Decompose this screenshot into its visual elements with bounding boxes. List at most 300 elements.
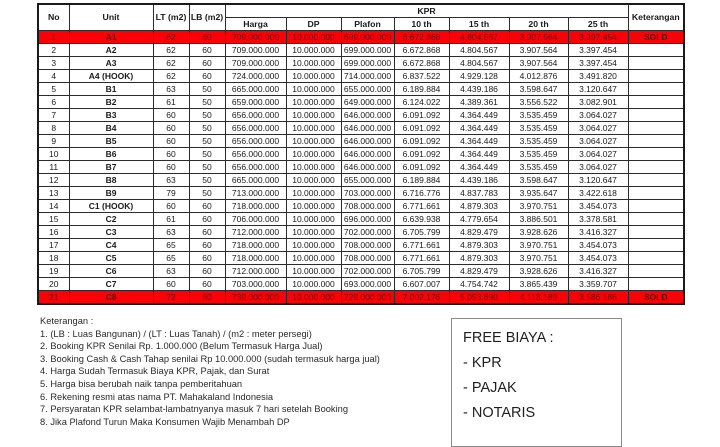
table-row — [38, 187, 684, 200]
cell-kpr-15th: 4.829.479 — [449, 265, 509, 278]
table-row — [38, 252, 684, 265]
cell-no: 17 — [38, 239, 69, 252]
cell-lt: 60 — [153, 200, 189, 213]
cell-kpr-25th: 3.586.186 — [568, 291, 628, 305]
cell-no: 7 — [38, 109, 69, 122]
cell-harga: 665.000.000 — [225, 83, 286, 96]
cell-no: 13 — [38, 187, 69, 200]
cell-kpr-15th: 4.439.186 — [449, 174, 509, 187]
cell-dp: 10.000.000 — [286, 122, 341, 135]
note-line: 1. (LB : Luas Bangunan) / (LT : Luas Tanah) / (m2 : meter persegi) — [40, 328, 312, 339]
header-no: No — [38, 4, 69, 31]
cell-lt: 63 — [153, 83, 189, 96]
cell-kpr-10th: 6.837.522 — [394, 70, 449, 83]
cell-kpr-15th: 4.837.783 — [449, 187, 509, 200]
cell-kpr-20th: 3.907.564 — [509, 57, 568, 70]
header-kpr-15th: 15 th — [449, 18, 509, 31]
cell-kpr-10th: 6.091.092 — [394, 148, 449, 161]
table-row — [38, 226, 684, 239]
cell-kpr-20th: 3.535.459 — [509, 122, 568, 135]
cell-no: 21 — [38, 291, 69, 305]
cell-kpr-20th: 3.535.459 — [509, 135, 568, 148]
cell-harga: 709.000.000 — [225, 57, 286, 70]
cell-keterangan — [628, 44, 684, 57]
cell-dp: 10.000.000 — [286, 187, 341, 200]
cell-lt: 72 — [153, 291, 189, 305]
cell-kpr-10th: 6.771.661 — [394, 200, 449, 213]
cell-harga: 659.000.000 — [225, 96, 286, 109]
cell-kpr-15th: 4.804.567 — [449, 31, 509, 44]
cell-no: 5 — [38, 83, 69, 96]
cell-kpr-20th: 3.970.751 — [509, 239, 568, 252]
table-row — [38, 96, 684, 109]
cell-lt: 60 — [153, 109, 189, 122]
cell-plafon: 646.000.000 — [341, 109, 394, 122]
cell-dp: 10.000.000 — [286, 174, 341, 187]
cell-unit: B7 — [69, 161, 153, 174]
table-header — [38, 4, 684, 31]
cell-dp: 10.000.000 — [286, 135, 341, 148]
cell-unit: B4 — [69, 122, 153, 135]
cell-no: 19 — [38, 265, 69, 278]
cell-lt: 62 — [153, 44, 189, 57]
cell-kpr-10th: 6.672.868 — [394, 57, 449, 70]
cell-kpr-25th: 3.064.027 — [568, 148, 628, 161]
cell-kpr-25th: 3.454.073 — [568, 252, 628, 265]
cell-unit: B1 — [69, 83, 153, 96]
cell-unit: C8 — [69, 291, 153, 305]
note-line: 5. Harga bisa berubah naik tanpa pemberitahuan — [40, 378, 243, 389]
cell-keterangan — [628, 187, 684, 200]
cell-no: 15 — [38, 213, 69, 226]
cell-kpr-25th: 3.397.454 — [568, 44, 628, 57]
note-line: 2. Booking KPR Senilai Rp. 1.000.000 (Belum Termasuk Harga Jual) — [40, 341, 323, 352]
cell-lt: 61 — [153, 213, 189, 226]
cell-kpr-10th: 6.771.661 — [394, 252, 449, 265]
cell-no: 1 — [38, 31, 69, 44]
cell-plafon: 708.000.000 — [341, 252, 394, 265]
cell-kpr-15th: 5.053.690 — [449, 291, 509, 305]
cell-lb: 50 — [189, 109, 225, 122]
cell-dp: 10.000.000 — [286, 148, 341, 161]
cell-harga: 739.000.000 — [225, 291, 286, 305]
table-row — [38, 109, 684, 122]
cell-kpr-15th: 4.364.449 — [449, 109, 509, 122]
cell-no: 14 — [38, 200, 69, 213]
cell-keterangan — [628, 109, 684, 122]
free-biaya-item: - PAJAK — [463, 380, 517, 396]
cell-harga: 656.000.000 — [225, 135, 286, 148]
cell-lt: 65 — [153, 239, 189, 252]
cell-lt: 60 — [153, 278, 189, 291]
cell-kpr-15th: 4.364.449 — [449, 161, 509, 174]
cell-kpr-10th: 6.091.092 — [394, 122, 449, 135]
cell-keterangan — [628, 83, 684, 96]
cell-harga: 656.000.000 — [225, 161, 286, 174]
cell-harga: 709.000.000 — [225, 44, 286, 57]
cell-no: 3 — [38, 57, 69, 70]
cell-kpr-25th: 3.064.027 — [568, 161, 628, 174]
table-row — [38, 122, 684, 135]
header-kpr-25th: 25 th — [568, 18, 628, 31]
cell-kpr-15th: 4.879.303 — [449, 239, 509, 252]
cell-harga: 713.000.000 — [225, 187, 286, 200]
cell-kpr-15th: 4.804.567 — [449, 57, 509, 70]
cell-plafon: 693.000.000 — [341, 278, 394, 291]
cell-dp: 10.000.000 — [286, 226, 341, 239]
cell-dp: 10.000.000 — [286, 265, 341, 278]
cell-keterangan: SOLD — [628, 31, 684, 44]
cell-kpr-20th: 3.907.564 — [509, 31, 568, 44]
cell-kpr-15th: 4.439.186 — [449, 83, 509, 96]
cell-keterangan — [628, 70, 684, 83]
cell-lb: 50 — [189, 148, 225, 161]
cell-kpr-10th: 6.705.799 — [394, 226, 449, 239]
cell-unit: B6 — [69, 148, 153, 161]
cell-lt: 62 — [153, 57, 189, 70]
cell-kpr-10th: 6.189.884 — [394, 83, 449, 96]
cell-lb: 50 — [189, 135, 225, 148]
cell-lt: 60 — [153, 135, 189, 148]
cell-harga: 712.000.000 — [225, 226, 286, 239]
cell-keterangan — [628, 148, 684, 161]
cell-kpr-25th: 3.120.647 — [568, 83, 628, 96]
cell-lb: 60 — [189, 226, 225, 239]
cell-no: 8 — [38, 122, 69, 135]
cell-dp: 10.000.000 — [286, 31, 341, 44]
cell-lt: 62 — [153, 70, 189, 83]
header-harga: Harga — [225, 18, 286, 31]
cell-plafon: 646.000.000 — [341, 161, 394, 174]
table-row — [38, 239, 684, 252]
cell-keterangan — [628, 96, 684, 109]
cell-kpr-20th: 3.970.751 — [509, 200, 568, 213]
cell-lb: 60 — [189, 57, 225, 70]
cell-no: 9 — [38, 135, 69, 148]
header-lb: LB (m2) — [189, 4, 225, 31]
cell-kpr-15th: 4.389.361 — [449, 96, 509, 109]
header-lt: LT (m2) — [153, 4, 189, 31]
cell-kpr-25th: 3.082.901 — [568, 96, 628, 109]
note-line: 3. Booking Cash & Cash Tahap senilai Rp 10.000.000 (sudah termasuk harga jual) — [40, 353, 380, 364]
cell-lb: 60 — [189, 200, 225, 213]
cell-kpr-20th: 3.865.439 — [509, 278, 568, 291]
cell-harga: 656.000.000 — [225, 122, 286, 135]
cell-harga: 709.000.000 — [225, 31, 286, 44]
cell-kpr-20th: 3.886.501 — [509, 213, 568, 226]
cell-plafon: 699.000.000 — [341, 44, 394, 57]
cell-no: 16 — [38, 226, 69, 239]
cell-harga: 656.000.000 — [225, 109, 286, 122]
cell-kpr-10th: 6.672.868 — [394, 31, 449, 44]
cell-kpr-20th: 3.535.459 — [509, 109, 568, 122]
table-row — [38, 135, 684, 148]
table-row — [38, 278, 684, 291]
cell-kpr-20th: 3.535.459 — [509, 161, 568, 174]
cell-keterangan — [628, 213, 684, 226]
header-unit: Unit — [69, 4, 153, 31]
header-keterangan: Keterangan — [628, 4, 684, 31]
cell-lb: 60 — [189, 213, 225, 226]
cell-dp: 10.000.000 — [286, 161, 341, 174]
cell-keterangan — [628, 252, 684, 265]
cell-kpr-10th: 6.189.884 — [394, 174, 449, 187]
cell-harga: 712.000.000 — [225, 265, 286, 278]
cell-dp: 10.000.000 — [286, 291, 341, 305]
cell-keterangan: SOLD — [628, 291, 684, 305]
free-biaya-box — [451, 318, 622, 447]
header-kpr-10th: 10 th — [394, 18, 449, 31]
cell-kpr-20th: 3.970.751 — [509, 252, 568, 265]
cell-plafon: 708.000.000 — [341, 200, 394, 213]
cell-kpr-20th: 3.598.647 — [509, 174, 568, 187]
cell-keterangan — [628, 200, 684, 213]
table-row — [38, 70, 684, 83]
cell-no: 6 — [38, 96, 69, 109]
cell-unit: B5 — [69, 135, 153, 148]
cell-unit: A3 — [69, 57, 153, 70]
cell-kpr-20th: 3.928.626 — [509, 226, 568, 239]
cell-unit: A2 — [69, 44, 153, 57]
cell-lt: 61 — [153, 96, 189, 109]
cell-harga: 724.000.000 — [225, 70, 286, 83]
cell-keterangan — [628, 278, 684, 291]
cell-unit: B8 — [69, 174, 153, 187]
cell-keterangan — [628, 174, 684, 187]
cell-kpr-25th: 3.454.073 — [568, 200, 628, 213]
cell-dp: 10.000.000 — [286, 200, 341, 213]
cell-lt: 65 — [153, 252, 189, 265]
cell-keterangan — [628, 57, 684, 70]
table-row — [38, 31, 684, 44]
cell-lb: 50 — [189, 122, 225, 135]
cell-lb: 50 — [189, 174, 225, 187]
table-row — [38, 44, 684, 57]
cell-plafon: 702.000.000 — [341, 226, 394, 239]
table-row — [38, 291, 684, 305]
cell-keterangan — [628, 265, 684, 278]
header-plafon: Plafon — [341, 18, 394, 31]
cell-kpr-20th: 3.535.459 — [509, 148, 568, 161]
cell-plafon: 646.000.000 — [341, 122, 394, 135]
cell-keterangan — [628, 161, 684, 174]
cell-kpr-25th: 3.120.647 — [568, 174, 628, 187]
table-row — [38, 83, 684, 96]
header-dp: DP — [286, 18, 341, 31]
cell-dp: 10.000.000 — [286, 278, 341, 291]
cell-kpr-15th: 4.879.303 — [449, 200, 509, 213]
cell-unit: C6 — [69, 265, 153, 278]
cell-lb: 60 — [189, 31, 225, 44]
cell-plafon: 699.000.000 — [341, 31, 394, 44]
cell-kpr-25th: 3.064.027 — [568, 109, 628, 122]
cell-kpr-10th: 6.672.868 — [394, 44, 449, 57]
cell-lt: 79 — [153, 187, 189, 200]
cell-kpr-15th: 4.779.654 — [449, 213, 509, 226]
cell-unit: C7 — [69, 278, 153, 291]
cell-lb: 60 — [189, 265, 225, 278]
note-line: 6. Rekening resmi atas nama PT. Mahakaland Indonesia — [40, 391, 274, 402]
free-biaya-title: FREE BIAYA : — [463, 330, 554, 346]
cell-kpr-20th: 4.012.876 — [509, 70, 568, 83]
cell-harga: 656.000.000 — [225, 148, 286, 161]
cell-lt: 60 — [153, 148, 189, 161]
cell-unit: B3 — [69, 109, 153, 122]
cell-no: 4 — [38, 70, 69, 83]
cell-kpr-10th: 6.607.007 — [394, 278, 449, 291]
table-row — [38, 174, 684, 187]
cell-lt: 63 — [153, 265, 189, 278]
cell-plafon: 714.000.000 — [341, 70, 394, 83]
cell-lb: 50 — [189, 187, 225, 200]
cell-lt: 63 — [153, 174, 189, 187]
cell-dp: 10.000.000 — [286, 252, 341, 265]
cell-kpr-25th: 3.397.454 — [568, 57, 628, 70]
cell-keterangan — [628, 122, 684, 135]
cell-kpr-20th: 3.928.626 — [509, 265, 568, 278]
cell-lt: 60 — [153, 122, 189, 135]
cell-kpr-15th: 4.829.479 — [449, 226, 509, 239]
cell-keterangan — [628, 135, 684, 148]
cell-unit: C3 — [69, 226, 153, 239]
cell-no: 11 — [38, 161, 69, 174]
cell-kpr-10th: 6.091.092 — [394, 161, 449, 174]
note-line: 4. Harga Sudah Termasuk Biaya KPR, Pajak, dan Surat — [40, 366, 270, 377]
cell-kpr-10th: 7.002.176 — [394, 291, 449, 305]
cell-lb: 50 — [189, 161, 225, 174]
kpr-price-table — [37, 3, 685, 305]
cell-kpr-25th: 3.064.027 — [568, 135, 628, 148]
cell-kpr-15th: 4.879.303 — [449, 252, 509, 265]
free-biaya-item: - NOTARIS — [463, 405, 536, 421]
cell-kpr-10th: 6.705.799 — [394, 265, 449, 278]
cell-kpr-25th: 3.359.707 — [568, 278, 628, 291]
header-kpr-20th: 20 th — [509, 18, 568, 31]
table-body — [38, 31, 684, 305]
cell-lb: 50 — [189, 83, 225, 96]
cell-dp: 10.000.000 — [286, 109, 341, 122]
cell-kpr-15th: 4.754.742 — [449, 278, 509, 291]
cell-unit: B9 — [69, 187, 153, 200]
cell-plafon: 699.000.000 — [341, 57, 394, 70]
cell-unit: B2 — [69, 96, 153, 109]
cell-harga: 703.000.000 — [225, 278, 286, 291]
table-row — [38, 200, 684, 213]
cell-lb: 60 — [189, 70, 225, 83]
cell-unit: C2 — [69, 213, 153, 226]
cell-kpr-20th: 3.907.564 — [509, 44, 568, 57]
cell-no: 10 — [38, 148, 69, 161]
cell-kpr-25th: 3.378.581 — [568, 213, 628, 226]
cell-lb: 60 — [189, 44, 225, 57]
cell-plafon: 708.000.000 — [341, 239, 394, 252]
cell-dp: 10.000.000 — [286, 57, 341, 70]
cell-keterangan — [628, 226, 684, 239]
cell-kpr-10th: 6.771.661 — [394, 239, 449, 252]
cell-unit: A1 — [69, 31, 153, 44]
cell-kpr-25th: 3.416.327 — [568, 226, 628, 239]
note-line: 7. Persyaratan KPR selambat-lambatnyanya masuk 7 hari setelah Booking — [40, 404, 348, 415]
cell-unit: C5 — [69, 252, 153, 265]
note-line: 8. Jika Plafond Turun Maka Konsumen Wajib Menambah DP — [40, 416, 290, 427]
cell-lt: 62 — [153, 31, 189, 44]
cell-harga: 706.000.000 — [225, 213, 286, 226]
cell-no: 18 — [38, 252, 69, 265]
cell-plafon: 702.000.000 — [341, 265, 394, 278]
cell-plafon: 646.000.000 — [341, 135, 394, 148]
cell-kpr-15th: 4.364.449 — [449, 148, 509, 161]
table-row — [38, 148, 684, 161]
cell-plafon: 703.000.000 — [341, 187, 394, 200]
cell-lt: 63 — [153, 226, 189, 239]
cell-kpr-10th: 6.091.092 — [394, 109, 449, 122]
cell-plafon: 729.000.000 — [341, 291, 394, 305]
cell-keterangan — [628, 239, 684, 252]
cell-lb: 60 — [189, 291, 225, 305]
cell-kpr-15th: 4.929.128 — [449, 70, 509, 83]
cell-no: 20 — [38, 278, 69, 291]
table-row — [38, 265, 684, 278]
table-row — [38, 161, 684, 174]
cell-dp: 10.000.000 — [286, 96, 341, 109]
cell-lb: 60 — [189, 278, 225, 291]
cell-lb: 50 — [189, 96, 225, 109]
cell-kpr-20th: 3.598.647 — [509, 83, 568, 96]
cell-dp: 10.000.000 — [286, 239, 341, 252]
cell-plafon: 655.000.000 — [341, 83, 394, 96]
cell-lt: 60 — [153, 161, 189, 174]
cell-harga: 718.000.000 — [225, 200, 286, 213]
notes-section — [40, 315, 460, 428]
free-biaya-item: - KPR — [463, 355, 502, 371]
cell-kpr-10th: 6.124.022 — [394, 96, 449, 109]
cell-plafon: 646.000.000 — [341, 148, 394, 161]
cell-kpr-10th: 6.716.776 — [394, 187, 449, 200]
cell-plafon: 696.000.000 — [341, 213, 394, 226]
cell-kpr-20th: 3.935.647 — [509, 187, 568, 200]
cell-kpr-15th: 4.364.449 — [449, 135, 509, 148]
cell-kpr-15th: 4.804.567 — [449, 44, 509, 57]
cell-unit: C1 (HOOK) — [69, 200, 153, 213]
cell-kpr-20th: 4.118.189 — [509, 291, 568, 305]
cell-dp: 10.000.000 — [286, 70, 341, 83]
cell-lb: 60 — [189, 239, 225, 252]
cell-dp: 10.000.000 — [286, 44, 341, 57]
cell-kpr-25th: 3.491.820 — [568, 70, 628, 83]
cell-kpr-25th: 3.397.454 — [568, 31, 628, 44]
notes-title: Keterangan : — [40, 316, 94, 326]
cell-kpr-10th: 6.091.092 — [394, 135, 449, 148]
cell-kpr-10th: 6.639.938 — [394, 213, 449, 226]
cell-unit: A4 (HOOK) — [69, 70, 153, 83]
cell-harga: 718.000.000 — [225, 239, 286, 252]
cell-no: 12 — [38, 174, 69, 187]
table-row — [38, 57, 684, 70]
cell-unit: C4 — [69, 239, 153, 252]
cell-harga: 718.000.000 — [225, 252, 286, 265]
cell-dp: 10.000.000 — [286, 83, 341, 96]
table-row — [38, 213, 684, 226]
cell-no: 2 — [38, 44, 69, 57]
cell-kpr-25th: 3.422.618 — [568, 187, 628, 200]
cell-plafon: 649.000.000 — [341, 96, 394, 109]
cell-kpr-25th: 3.416.327 — [568, 265, 628, 278]
cell-kpr-20th: 3.556.522 — [509, 96, 568, 109]
cell-harga: 665.000.000 — [225, 174, 286, 187]
header-kpr-group: KPR — [225, 4, 628, 18]
cell-lb: 60 — [189, 252, 225, 265]
cell-kpr-25th: 3.064.027 — [568, 122, 628, 135]
